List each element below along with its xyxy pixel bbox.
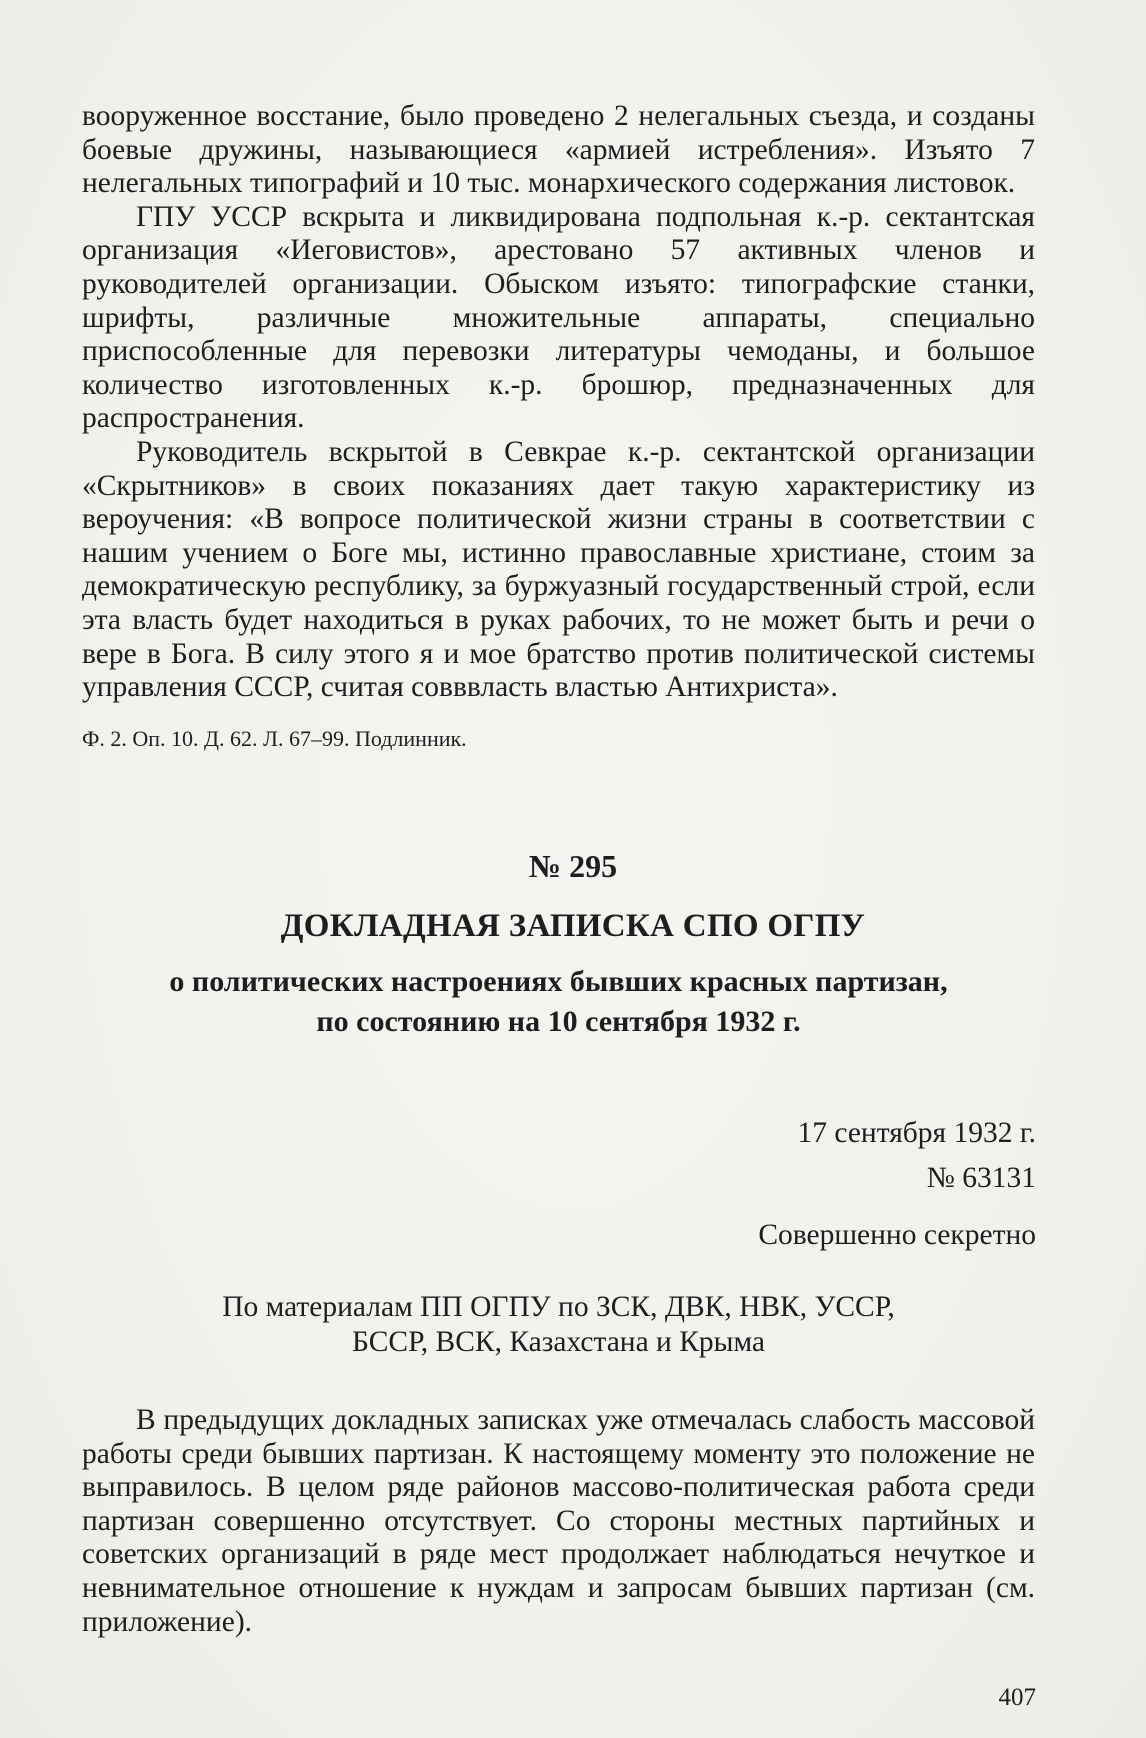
continued-text-block <box>82 100 1035 705</box>
materials-source <box>82 1290 1035 1360</box>
document-date: 17 сентября 1932 г. <box>797 1117 1036 1149</box>
document-subtitle <box>82 962 1035 1042</box>
paragraph-continuation: вооруженное восстание, было проведено 2 нелегальных съезда, и созданы боевые дружины, называющиеся «армией истребления». Изъято 7 нелегальных типографий и 10 тыс. монархического содержания листовок. <box>82 100 1035 200</box>
subtitle-line: о политических настроениях бывших красных партизан, <box>169 965 948 998</box>
paragraph-report-intro: В предыдущих докладных записках уже отмечалась слабость массовой работы среди бывших партизан. К настоящему моменту это положение не выправилось. В целом ряде районов массово-политическая работа среди партизан совершенно отсутствует. Со стороны местных партийных и советских организаций в ряде мест продолжает наблюдаться нечуткое и невнимательное отношение к нуждам и запросам бывших партизан (см. приложение). <box>82 1404 1035 1638</box>
paragraph-jehovists: ГПУ УССР вскрыта и ликвидирована подпольная к.-р. сектантская организация «Иеговистов», арестовано 57 активных членов и руководителей организации. Обыском изъято: типографские станки, шрифты, различные множительные аппараты, специально приспособленные для перевозки литературы чемоданы, и большое количество изготовленных к.-р. брошюр, предназначенных для распространения. <box>82 200 1035 435</box>
paragraph-skrytniki: Руководитель вскрытой в Севкрае к.-р. сектантской организации «Скрытников» в своих показаниях дает такую характеристику из вероучения: «В вопросе политической жизни страны в соответствии с нашим учением о Боге мы, истинно православные христиане, стоим за демократическую республику, за буржуазный государственный строй, если эта власть будет находиться в руках рабочих, то не может быть и речи о вере в Бога. В силу этого я и мое братство против политической системы управления СССР, считая совввласть властью Антихриста». <box>82 435 1035 704</box>
document-title: ДОКЛАДНАЯ ЗАПИСКА СПО ОГПУ <box>280 908 866 944</box>
page-number: 407 <box>998 1684 1036 1711</box>
subtitle-line: по состоянию на 10 сентября 1932 г. <box>316 1005 801 1038</box>
classification-mark: Совершенно секретно <box>758 1219 1036 1251</box>
materials-line: По материалам ПП ОГПУ по ЗСК, ДВК, НВК, УССР, <box>222 1291 895 1323</box>
registration-number: № 63131 <box>926 1162 1036 1194</box>
archive-reference: Ф. 2. Оп. 10. Д. 62. Л. 67–99. Подлинник. <box>82 726 467 751</box>
materials-line: БССР, ВСК, Казахстана и Крыма <box>351 1326 766 1358</box>
report-body <box>82 1404 1035 1639</box>
document-number: № 295 <box>528 848 618 884</box>
